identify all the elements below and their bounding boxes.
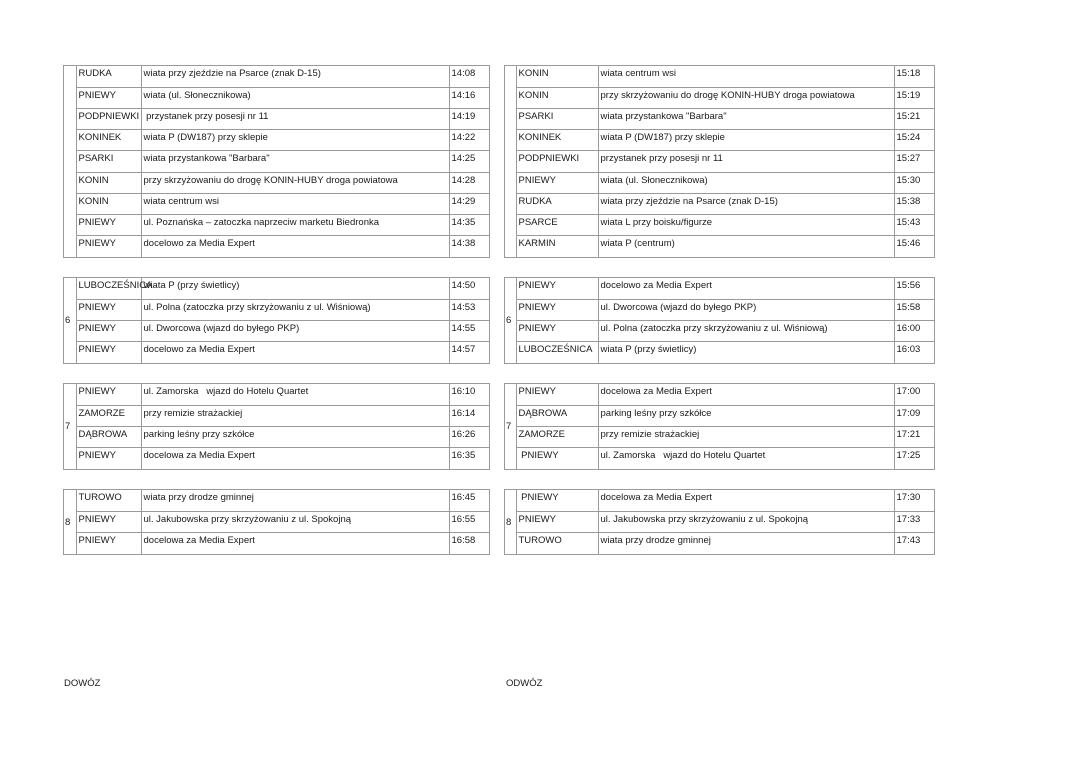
schedule-table-left — [63, 489, 490, 555]
place-cell: PNIEWY — [516, 490, 598, 511]
table-row — [505, 172, 934, 193]
schedule-table-left — [63, 383, 490, 470]
place-cell: RUDKA — [516, 193, 598, 214]
schedule-table-right — [504, 383, 935, 470]
table-row — [64, 511, 489, 532]
time-cell: 15:27 — [894, 151, 934, 172]
table-row — [64, 490, 489, 511]
place-cell: PSARKI — [76, 151, 141, 172]
table-row — [505, 448, 934, 469]
time-cell: 15:38 — [894, 193, 934, 214]
time-cell: 14:38 — [449, 236, 489, 257]
table-row — [64, 87, 489, 108]
time-cell: 14:19 — [449, 108, 489, 129]
time-cell: 15:56 — [894, 278, 934, 299]
route-number: 7 — [65, 421, 71, 432]
stop-cell: wiata P (DW187) przy sklepie — [598, 130, 894, 151]
time-cell: 15:43 — [894, 215, 934, 236]
route-number: 8 — [65, 516, 71, 528]
place-cell: TUROWO — [76, 490, 141, 511]
place-cell: PSARKI — [516, 108, 598, 129]
place-cell: KONIN — [76, 172, 141, 193]
stop-cell: wiata P (przy świetlicy) — [598, 342, 894, 363]
table-row — [505, 236, 934, 257]
table-row — [505, 215, 934, 236]
place-cell: PNIEWY — [76, 448, 141, 469]
table-row — [505, 299, 934, 320]
time-cell: 14:55 — [449, 321, 489, 342]
stop-cell: ul. Jakubowska przy skrzyżowaniu z ul. Spokojną — [141, 511, 449, 532]
time-cell: 17:25 — [894, 448, 934, 469]
schedule-table-left — [63, 65, 490, 258]
place-cell: PODPNIEWKI — [516, 151, 598, 172]
stop-cell: wiata P (DW187) przy sklepie — [141, 130, 449, 151]
time-cell: 15:24 — [894, 130, 934, 151]
place-cell: KONIN — [516, 87, 598, 108]
place-cell: KONIN — [516, 66, 598, 87]
table-row — [64, 193, 489, 214]
stop-cell: wiata P (przy świetlicy) — [141, 278, 449, 299]
time-cell: 14:22 — [449, 130, 489, 151]
time-cell: 16:00 — [894, 321, 934, 342]
stop-cell: wiata L przy boisku/figurze — [598, 215, 894, 236]
stop-cell: wiata (ul. Słonecznikowa) — [598, 172, 894, 193]
table-row — [505, 427, 934, 448]
time-cell: 15:18 — [894, 66, 934, 87]
table-row — [64, 278, 489, 299]
route-number: 6 — [65, 315, 71, 326]
stop-cell: ul. Zamorska wjazd do Hotelu Quartet — [598, 448, 894, 469]
time-cell: 15:46 — [894, 236, 934, 257]
route-number: 8 — [506, 516, 512, 528]
stop-cell: wiata przy drodze gminnej — [141, 490, 449, 511]
stop-cell: przy skrzyżowaniu do drogę KONIN-HUBY droga powiatowa — [141, 172, 449, 193]
time-cell: 17:00 — [894, 384, 934, 405]
place-cell: PNIEWY — [76, 87, 141, 108]
stop-cell: wiata przystankowa "Barbara" — [141, 151, 449, 172]
place-cell: PODPNIEWKI — [76, 108, 141, 129]
table-row — [505, 130, 934, 151]
place-cell: PNIEWY — [516, 172, 598, 193]
time-cell: 15:30 — [894, 172, 934, 193]
time-cell: 17:30 — [894, 490, 934, 511]
time-cell: 16:10 — [449, 384, 489, 405]
table-row — [64, 448, 489, 469]
place-cell: KONINEK — [516, 130, 598, 151]
stop-cell: ul. Zamorska wjazd do Hotelu Quartet — [141, 384, 449, 405]
stop-cell: docelowo za Media Expert — [141, 236, 449, 257]
stop-cell: przystanek przy posesji nr 11 — [598, 151, 894, 172]
table-row — [505, 342, 934, 363]
place-cell: PNIEWY — [76, 215, 141, 236]
route-number: 7 — [506, 421, 512, 432]
place-cell: PNIEWY — [76, 299, 141, 320]
place-cell: PNIEWY — [76, 533, 141, 554]
stop-cell: przy remizie strażackiej — [598, 427, 894, 448]
stop-cell: wiata centrum wsi — [141, 193, 449, 214]
place-cell: DĄBROWA — [76, 427, 141, 448]
stop-cell: ul. Dworcowa (wjazd do byłego PKP) — [141, 321, 449, 342]
stop-cell: wiata (ul. Słonecznikowa) — [141, 87, 449, 108]
table-row — [505, 87, 934, 108]
stop-cell: ul. Polna (zatoczka przy skrzyżowaniu z ul. Wiśniową) — [598, 321, 894, 342]
dowoz-label: DOWÓZ — [64, 678, 101, 689]
table-row — [64, 130, 489, 151]
stop-cell: wiata przy zjeździe na Psarce (znak D-15) — [598, 193, 894, 214]
stop-cell: docelowo za Media Expert — [141, 342, 449, 363]
place-cell: ZAMORZE — [516, 427, 598, 448]
place-cell: PNIEWY — [76, 321, 141, 342]
table-row — [64, 405, 489, 426]
place-cell: KONIN — [76, 193, 141, 214]
table-row — [64, 427, 489, 448]
time-cell: 14:28 — [449, 172, 489, 193]
time-cell: 16:45 — [449, 490, 489, 511]
table-row — [64, 299, 489, 320]
time-cell: 14:29 — [449, 193, 489, 214]
table-row — [64, 215, 489, 236]
place-cell: PNIEWY — [76, 236, 141, 257]
table-row — [64, 384, 489, 405]
place-cell: TUROWO — [516, 533, 598, 554]
stop-cell: ul. Poznańska – zatoczka naprzeciw marketu Biedronka — [141, 215, 449, 236]
stop-cell: przy skrzyżowaniu do drogę KONIN-HUBY droga powiatowa — [598, 87, 894, 108]
time-cell: 14:35 — [449, 215, 489, 236]
table-row — [505, 278, 934, 299]
stop-cell: wiata przy zjeździe na Psarce (znak D-15) — [141, 66, 449, 87]
time-cell: 14:53 — [449, 299, 489, 320]
table-row — [64, 108, 489, 129]
table-row — [64, 236, 489, 257]
time-cell: 16:55 — [449, 511, 489, 532]
time-cell: 15:19 — [894, 87, 934, 108]
table-row — [505, 66, 934, 87]
stop-cell: docelowa za Media Expert — [598, 384, 894, 405]
table-row — [505, 511, 934, 532]
time-cell: 15:21 — [894, 108, 934, 129]
stop-cell: przystanek przy posesji nr 11 — [141, 108, 449, 129]
route-number — [64, 66, 76, 257]
table-row — [505, 108, 934, 129]
stop-cell: docelowo za Media Expert — [598, 278, 894, 299]
stop-cell: wiata P (centrum) — [598, 236, 894, 257]
place-cell: LUBOCZEŚNICA — [76, 278, 141, 299]
time-cell: 17:33 — [894, 511, 934, 532]
stop-cell: ul. Jakubowska przy skrzyżowaniu z ul. Spokojną — [598, 511, 894, 532]
table-row — [505, 405, 934, 426]
time-cell: 17:09 — [894, 405, 934, 426]
table-row — [505, 321, 934, 342]
place-cell: KARMIN — [516, 236, 598, 257]
time-cell: 17:43 — [894, 533, 934, 554]
schedule-table-right — [504, 65, 935, 258]
place-cell: PNIEWY — [76, 384, 141, 405]
table-row — [64, 172, 489, 193]
stop-cell: parking leśny przy szkółce — [598, 405, 894, 426]
table-row — [505, 193, 934, 214]
schedule-table-right — [504, 489, 935, 555]
stop-cell: wiata przystankowa "Barbara" — [598, 108, 894, 129]
place-cell: PNIEWY — [516, 321, 598, 342]
time-cell: 16:14 — [449, 405, 489, 426]
time-cell: 14:25 — [449, 151, 489, 172]
time-cell: 16:03 — [894, 342, 934, 363]
stop-cell: docelowa za Media Expert — [141, 533, 449, 554]
place-cell: PSARCE — [516, 215, 598, 236]
time-cell: 16:26 — [449, 427, 489, 448]
time-cell: 17:21 — [894, 427, 934, 448]
time-cell: 14:50 — [449, 278, 489, 299]
place-cell: PNIEWY — [76, 342, 141, 363]
place-cell: ZAMORZE — [76, 405, 141, 426]
place-cell: KONINEK — [76, 130, 141, 151]
table-row — [505, 384, 934, 405]
place-cell: PNIEWY — [516, 278, 598, 299]
table-row — [64, 151, 489, 172]
stop-cell: wiata przy drodze gminnej — [598, 533, 894, 554]
place-cell: PNIEWY — [516, 448, 598, 469]
place-cell: PNIEWY — [516, 299, 598, 320]
time-cell: 16:35 — [449, 448, 489, 469]
stop-cell: przy remizie strażackiej — [141, 405, 449, 426]
table-row — [505, 490, 934, 511]
place-cell: PNIEWY — [516, 384, 598, 405]
schedule-table-right — [504, 277, 935, 364]
stop-cell: ul. Dworcowa (wjazd do byłego PKP) — [598, 299, 894, 320]
stop-cell: docelowa za Media Expert — [141, 448, 449, 469]
place-cell: PNIEWY — [516, 511, 598, 532]
stop-cell: wiata centrum wsi — [598, 66, 894, 87]
stop-cell: ul. Polna (zatoczka przy skrzyżowaniu z ul. Wiśniową) — [141, 299, 449, 320]
stop-cell: parking leśny przy szkółce — [141, 427, 449, 448]
place-cell: DĄBROWA — [516, 405, 598, 426]
table-row — [64, 66, 489, 87]
time-cell: 14:16 — [449, 87, 489, 108]
table-row — [64, 533, 489, 554]
table-row — [505, 533, 934, 554]
time-cell: 16:58 — [449, 533, 489, 554]
place-cell: PNIEWY — [76, 511, 141, 532]
time-cell: 14:57 — [449, 342, 489, 363]
table-row — [64, 321, 489, 342]
time-cell: 15:58 — [894, 299, 934, 320]
table-row — [64, 342, 489, 363]
table-row — [505, 151, 934, 172]
place-cell: RUDKA — [76, 66, 141, 87]
route-number — [505, 66, 516, 257]
time-cell: 14:08 — [449, 66, 489, 87]
odwoz-label: ODWÓZ — [506, 678, 543, 689]
stop-cell: docelowa za Media Expert — [598, 490, 894, 511]
schedule-table-left — [63, 277, 490, 364]
route-number: 6 — [506, 315, 512, 326]
place-cell: LUBOCZEŚNICA — [516, 342, 598, 363]
